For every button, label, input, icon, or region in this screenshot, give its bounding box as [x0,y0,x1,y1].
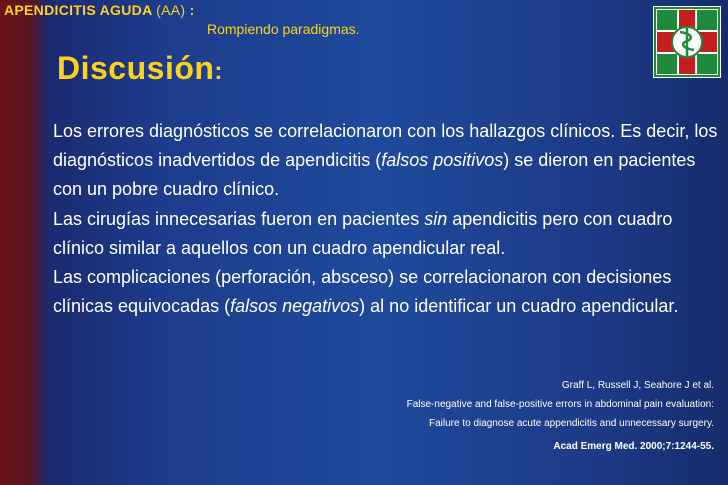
reference-title-line1: False-negative and false-positive errors in abdominal pain evaluation: [406,399,714,410]
medical-emblem-icon [653,6,721,78]
paragraph2-emphasis: sin [424,208,448,229]
reference-authors: Graff L, Russell J, Seahore J et al. [561,380,714,391]
paragraph1-text-2: ) se dieron en pacientes con un pobre cuadro clínico. [53,150,696,200]
discussion-body [53,117,718,321]
paragraph1-emphasis: falsos positivos [381,150,504,171]
paragraph1-text-1: Los errores diagnósticos se correlacionaron con los hallazgos clínicos. Es decir, los diagnósticos inadvertidos de apendicitis ( [53,121,718,171]
paragraph3-emphasis: falsos negativos [230,296,360,317]
reference-citation [407,376,714,456]
header-colon: : [185,2,195,18]
paragraph-unnecessary-surgery [53,205,718,263]
paragraph-false-positives [53,117,718,205]
section-heading [57,50,223,87]
paragraph-complications [53,263,718,321]
header-title-text: APENDICITIS AGUDA [4,2,152,18]
paragraph2-text-2: apendicitis pero con cuadro clínico similar a aquellos con un cuadro apendicular real. [53,208,673,258]
reference-title-line2: Failure to diagnose acute appendicitis and unnecessary surgery. [429,418,714,429]
header-title [4,2,195,18]
paragraph3-text-2: ) al no identificar un cuadro apendicular. [359,296,679,317]
heading-text: Discusión [57,50,215,86]
reference-journal: Acad Emerg Med. 2000;7:1244-55. [553,441,714,452]
header-abbr: (AA) [156,2,186,18]
heading-colon: : [214,58,223,85]
paragraph2-text-1: Las cirugías innecesarias fueron en pacientes [53,208,425,229]
header-subtitle: Rompiendo paradigmas. [207,21,360,37]
paragraph3-text-1: Las complicaciones (perforación, absceso) se correlacionaron con decisiones clínicas equivocadas ( [53,267,672,317]
